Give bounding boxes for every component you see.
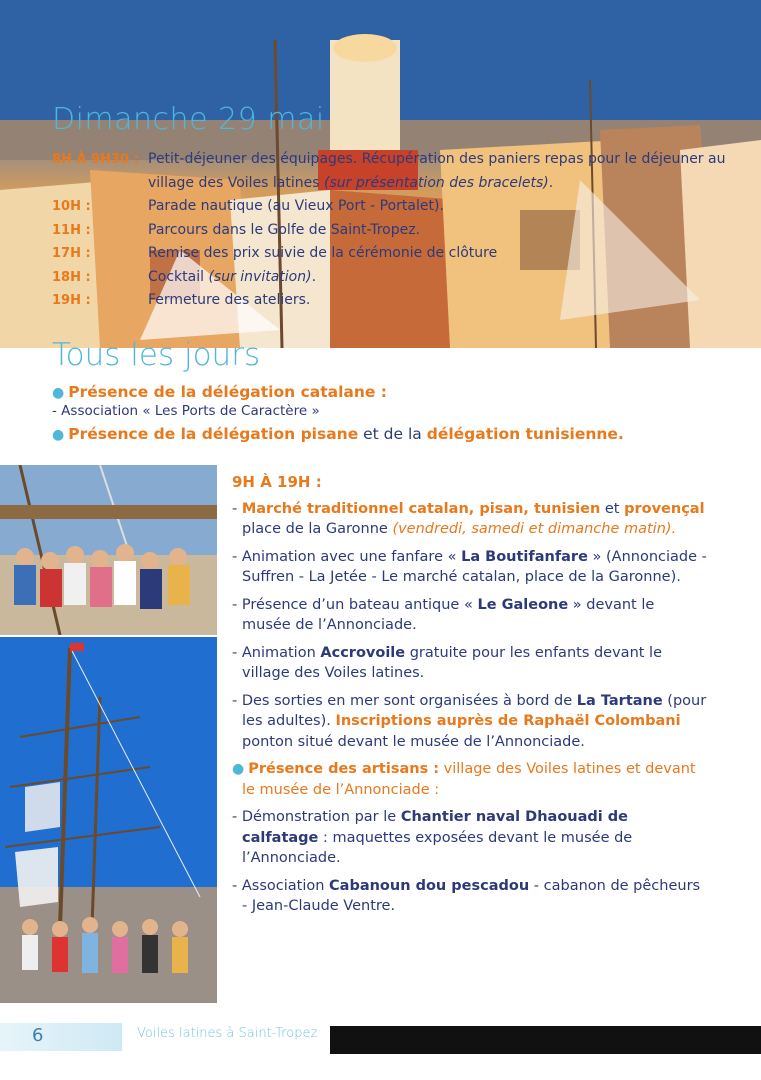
sorties-inscriptions: Inscriptions auprès de Raphaël Colombani	[335, 713, 681, 729]
accrovoile-pre: Animation	[241, 644, 321, 661]
pisane-line	[52, 425, 732, 443]
market-bold: Marché traditionnel catalan, pisan, tunisien	[241, 500, 601, 517]
sunday-schedule	[52, 148, 732, 313]
program-item-galeone: - Présence d’un bateau antique « Le Galeone » devant le musée de l’Annonciade.	[232, 596, 655, 633]
schedule-time: 11H :	[52, 222, 91, 238]
schedule-row	[52, 242, 732, 266]
schedule-row	[52, 219, 732, 243]
galeone-post: » devant le musée de l’Annonciade.	[242, 596, 655, 633]
market-provencal: provençal	[624, 500, 705, 517]
program-item-market: - Marché traditionnel catalan, pisan, tunisien et provençal place de la Garonne (vendredi, samedi et dimanche matin).	[232, 500, 705, 537]
fanfare-pre: Animation avec une fanfare «	[241, 548, 462, 565]
program-column	[232, 472, 707, 924]
demo-pre: Démonstration par le	[241, 809, 401, 825]
fanfare-bold: La Boutifanfare	[461, 548, 588, 565]
cabanoun-bold: Cabanoun dou pescadou	[329, 877, 530, 894]
catalan-sub: - Association « Les Ports de Caractère »	[52, 403, 320, 419]
artisans-bold: Présence des artisans :	[248, 761, 440, 777]
schedule-desc: Parcours dans le Golfe de Saint-Tropez.	[148, 221, 421, 238]
schedule-time: 10H :	[52, 199, 91, 214]
schedule-time: 18H :	[52, 269, 91, 285]
accrovoile-post: gratuite pour les enfants devant le village des Voiles latines.	[242, 644, 663, 681]
artisans-rest: village des Voiles latines et devant le musée de l’Annonciade :	[242, 761, 696, 798]
schedule-row	[52, 148, 732, 195]
market-and: et	[600, 500, 625, 517]
schedule-desc: Remise des prix suivie de la cérémonie de clôture	[148, 245, 498, 261]
pisane-label: Présence de la délégation pisane	[68, 425, 359, 443]
footer-title: Voiles latines à Saint-Tropez	[137, 1026, 318, 1041]
schedule-desc: Fermeture des ateliers.	[148, 292, 311, 308]
program-item-fanfare: - Animation avec une fanfare « La Boutifanfare » (Annonciade - Suffren - La Jetée - Le marché catalan, place de la Garonne).	[232, 548, 707, 585]
schedule-text: Cocktail	[148, 268, 209, 285]
sunday-title: Dimanche 29 mai	[52, 102, 325, 137]
program-header: 9H À 19H :	[232, 473, 322, 491]
program-item-cabanoun: - Association Cabanoun dou pescadou - cabanon de pêcheurs - Jean-Claude Ventre.	[232, 877, 701, 914]
hero-painting	[0, 0, 761, 348]
fanfare-post: » (Annonciade - Suffren - La Jetée - Le marché catalan, place de la Garonne).	[242, 548, 707, 585]
schedule-after: .	[311, 268, 317, 285]
bullet-icon: ●	[52, 427, 65, 443]
program-item-artisans	[232, 759, 707, 800]
schedule-row	[52, 195, 732, 219]
schedule-desc	[148, 148, 732, 195]
schedule-time: 8H À 9H30 :	[52, 152, 139, 167]
schedule-text: Petit-déjeuner des équipages. Récupération des paniers repas pour le déjeuner au village des Voiles latines	[148, 151, 726, 191]
schedule-italic: (sur invitation)	[208, 268, 312, 285]
program-item-demonstration: - Démonstration par le Chantier naval Dhaouadi de calfatage : maquettes exposées devant le musée de l’Annonciade.	[232, 809, 633, 866]
pisane-connector: et de la	[358, 425, 427, 443]
catalan-line	[52, 383, 732, 401]
footer-bar	[330, 1026, 761, 1054]
crew-photo-illustration	[0, 465, 217, 635]
demo-post: : maquettes exposées devant le musée de l’Annonciade.	[242, 829, 633, 866]
market-italic: (vendredi, samedi et dimanche matin).	[392, 521, 677, 537]
program-item-accrovoile: - Animation Accrovoile gratuite pour les enfants devant le village des Voiles latines.	[232, 644, 663, 681]
schedule-desc: Parade nautique (au Vieux Port - Portalet).	[148, 198, 444, 214]
ship-photo-illustration	[0, 637, 217, 1003]
schedule-time: 19H :	[52, 293, 91, 308]
sorties-pre: Des sorties en mer sont organisées à bord de	[241, 692, 577, 709]
crew-photo	[0, 465, 217, 635]
schedule-row	[52, 266, 732, 290]
galeone-pre: Présence d’un bateau antique «	[241, 596, 478, 613]
accrovoile-bold: Accrovoile	[320, 644, 406, 661]
galeone-bold: Le Galeone	[477, 596, 569, 613]
bullet-icon: ●	[52, 385, 65, 401]
schedule-time: 17H :	[52, 246, 91, 261]
cabanoun-post: - cabanon de pêcheurs - Jean-Claude Ventre.	[242, 877, 701, 914]
schedule-italic: (sur présentation des bracelets)	[324, 174, 549, 191]
program-item-sorties: - Des sorties en mer sont organisées à bord de La Tartane (pour les adultes). Inscriptions auprès de Raphaël Colombani ponton situé devant le musée de l’Annonciade.	[232, 692, 707, 750]
page-number-box	[0, 1023, 122, 1051]
sorties-mid: (pour les adultes).	[242, 692, 707, 729]
catalan-association: Association « Les Ports de Caractère »	[61, 403, 320, 419]
catalan-label: Présence de la délégation catalane :	[68, 383, 387, 401]
market-rest: place de la Garonne	[242, 521, 393, 537]
everyday-section	[52, 383, 732, 443]
demo-bold: Chantier naval Dhaouadi de calfatage	[242, 809, 629, 846]
ship-photo	[0, 637, 217, 1003]
everyday-title: Tous les jours	[52, 337, 261, 373]
sorties-bold: La Tartane	[576, 692, 663, 709]
cabanoun-pre: Association	[241, 877, 330, 894]
schedule-row	[52, 289, 732, 313]
bullet-icon: ●	[232, 761, 245, 777]
schedule-desc	[148, 266, 732, 290]
page-number: 6	[32, 1025, 44, 1046]
tunisian-label: délégation tunisienne.	[426, 425, 624, 443]
schedule-after: .	[548, 174, 554, 191]
sorties-post: ponton situé devant le musée de l’Annonciade.	[242, 733, 585, 750]
